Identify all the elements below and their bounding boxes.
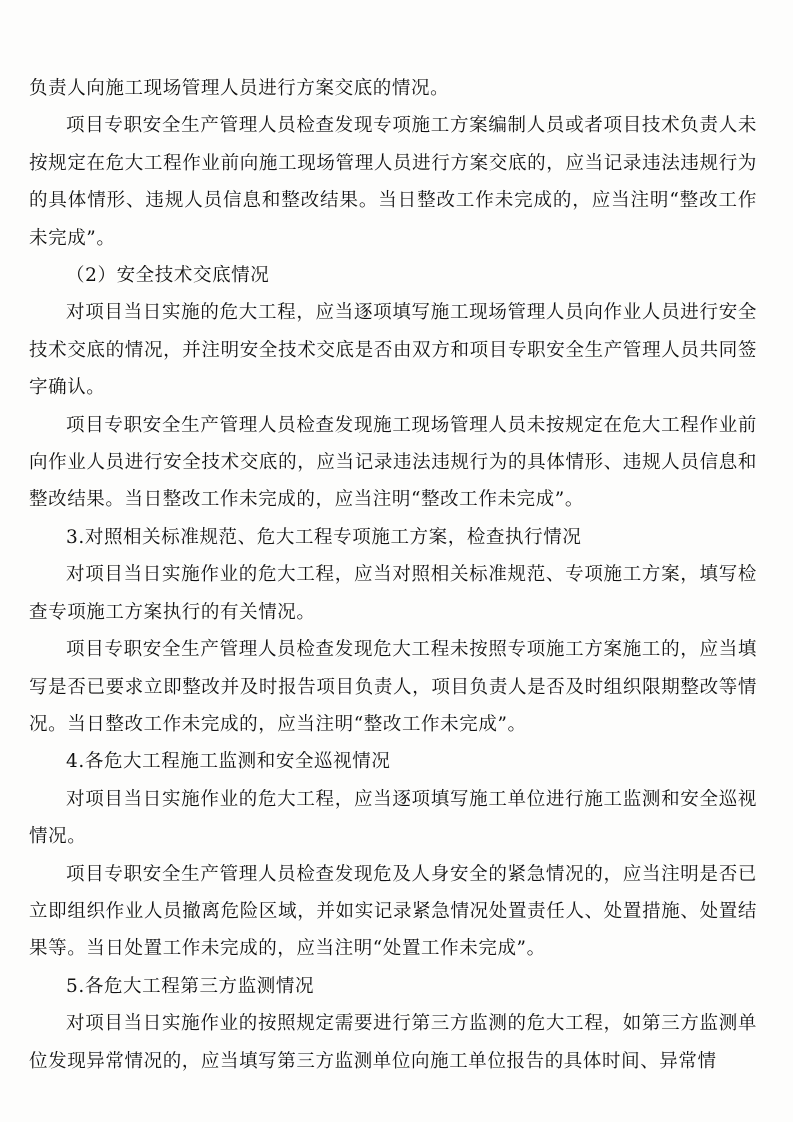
- paragraph-standards-violation: 项目专职安全生产管理人员检查发现危大工程未按照专项施工方案施工的，应当填写是否已要求立即整改并及时报告项目负责人，项目负责人是否及时组织限期整改等情况。当日整改工作未完成的，应当注明“整改工作未完成”。: [29, 639, 757, 735]
- paragraph-standards-check: 对项目当日实施作业的危大工程，应当对照相关标准规范、专项施工方案，填写检查专项施工方案执行的有关情况。: [29, 564, 757, 623]
- document-body: [29, 70, 757, 1080]
- paragraph-plan-disclosure-check: 项目专职安全生产管理人员检查发现专项施工方案编制人员或者项目技术负责人未按规定在危大工程作业前向施工现场管理人员进行方案交底的，应当记录违法违规行为的具体情形、违规人员信息和整改结果。当日整改工作未完成的，应当注明“整改工作未完成”。: [29, 115, 757, 249]
- paragraph-emergency-handling: 项目专职安全生产管理人员检查发现危及人身安全的紧急情况的，应当注明是否已立即组织作业人员撤离危险区域，并如实记录紧急情况处置责任人、处置措施、处置结果等。当日处置工作未完成的，应当注明“处置工作未完成”。: [29, 863, 757, 960]
- paragraph-monitoring-patrol: 对项目当日实施作业的危大工程，应当逐项填写施工单位进行施工监测和安全巡视情况。: [29, 788, 757, 848]
- paragraph-safety-disclosure: 对项目当日实施的危大工程，应当逐项填写施工现场管理人员向作业人员进行安全技术交底的情况，并注明安全技术交底是否由双方和项目专职安全生产管理人员共同签字确认。: [29, 302, 757, 399]
- paragraph-safety-disclosure-check: 项目专职安全生产管理人员检查发现施工现场管理人员未按规定在危大工程作业前向作业人员进行安全技术交底的，应当记录违法违规行为的具体情形、违规人员信息和整改结果。当日整改工作未完成的，应当注明“整改工作未完成”。: [29, 414, 757, 511]
- heading-standards-check: 3.对照相关标准规范、危大工程专项施工方案，检查执行情况: [66, 526, 582, 548]
- heading-third-party-monitoring: 5.各危大工程第三方监测情况: [66, 975, 315, 997]
- paragraph-continuation: 负责人向施工现场管理人员进行方案交底的情况。: [29, 78, 450, 99]
- heading-safety-disclosure: （2）安全技术交底情况: [66, 265, 270, 287]
- heading-monitoring-patrol: 4.各危大工程施工监测和安全巡视情况: [66, 751, 391, 773]
- paragraph-third-party-monitoring: 对项目当日实施作业的按照规定需要进行第三方监测的危大工程，如第三方监测单位发现异常情况的，应当填写第三方监测单位向施工单位报告的具体时间、异常情: [29, 1013, 757, 1072]
